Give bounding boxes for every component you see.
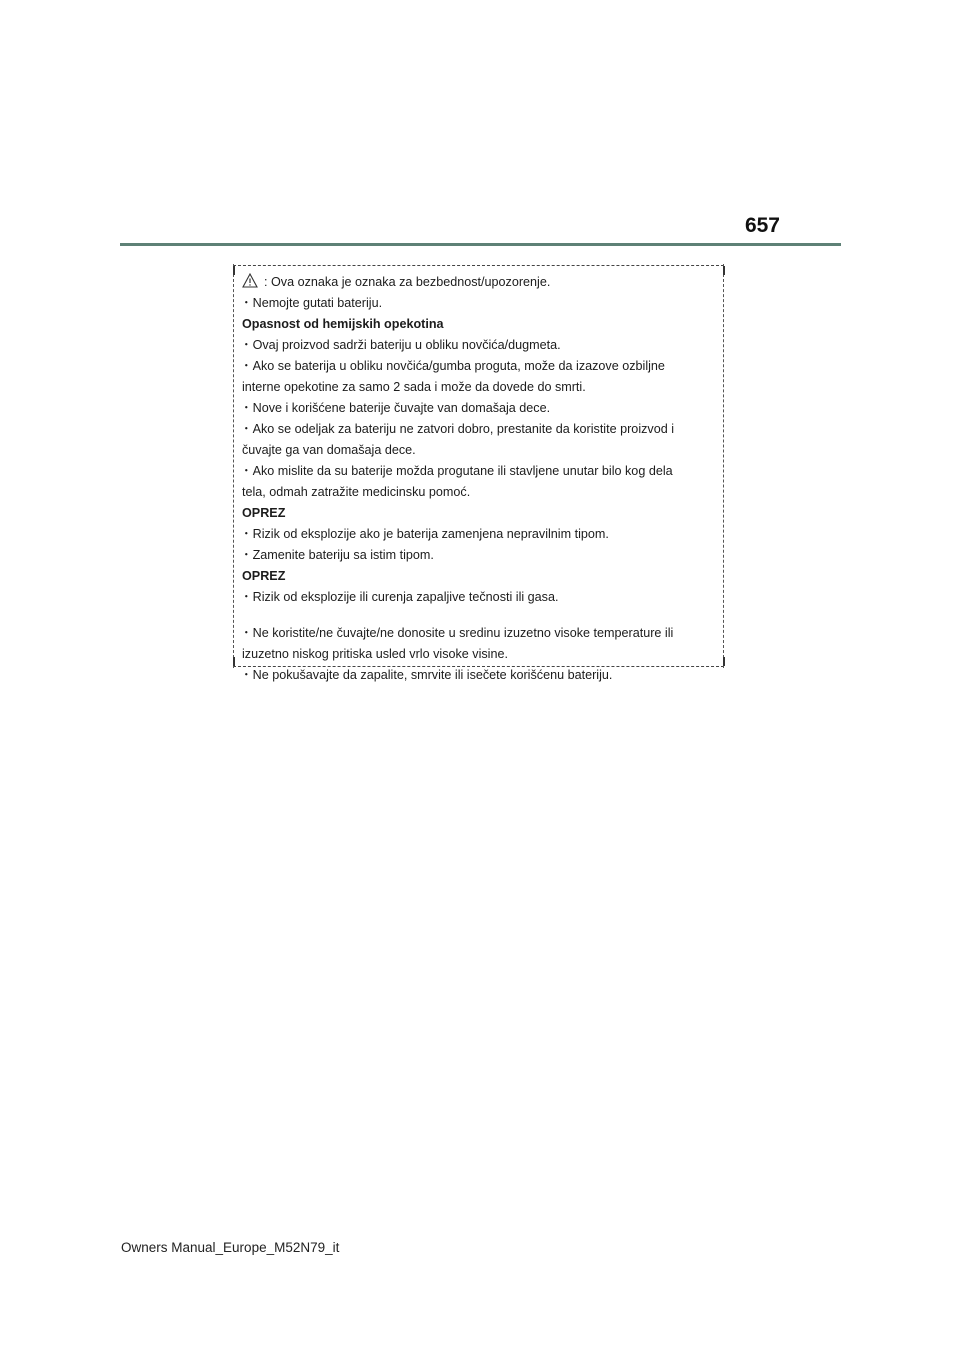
notice-line-text: Ovaj proizvod sadrži bateriju u obliku novčića/dugmeta. — [252, 338, 561, 352]
bullet-marker: ・ — [240, 668, 253, 682]
header-rule — [120, 243, 841, 246]
notice-line-text: Nove i korišćene baterije čuvajte van domašaja dece. — [252, 401, 551, 415]
notice-line-text: Zamenite bateriju sa istim tipom. — [252, 548, 434, 562]
notice-line-text: interne opekotine za samo 2 sada i može da dovede do smrti. — [242, 380, 586, 394]
bullet-marker: ・ — [240, 296, 253, 310]
notice-line-text: Rizik od eksplozije ako je baterija zamenjena nepravilnim tipom. — [252, 527, 609, 541]
notice-line-text: tela, odmah zatražite medicinsku pomoć. — [242, 485, 471, 499]
notice-left-edge — [233, 264, 234, 668]
notice-right-edge — [723, 264, 724, 668]
notice-line-text: Rizik od eksplozije ili curenja zapaljive tečnosti ili gasa. — [252, 590, 559, 604]
notice-line-text: Ako mislite da su baterije možda progutane ili stavljene unutar bilo kog dela — [252, 464, 673, 478]
notice-line — [242, 461, 718, 482]
notice-line-text: Ne pokušavajte da zapalite, smrvite ili isečete korišćenu bateriju. — [252, 668, 613, 682]
notice-heading — [242, 503, 718, 524]
notice-line — [242, 623, 718, 644]
notice-line-text: OPREZ — [242, 506, 286, 520]
notice-line — [242, 419, 718, 440]
battery-safety-notice — [233, 265, 724, 682]
notice-line-text: Nemojte gutati bateriju. — [252, 296, 383, 310]
notice-line — [242, 272, 718, 293]
notice-line — [242, 665, 718, 686]
notice-line-text: čuvajte ga van domašaja dece. — [242, 443, 416, 457]
notice-line — [242, 545, 718, 566]
bullet-marker: ・ — [240, 422, 253, 436]
bullet-marker: ・ — [240, 590, 253, 604]
notice-line — [242, 398, 718, 419]
notice-line-text: Ne koristite/ne čuvajte/ne donosite u sredinu izuzetno visoke temperature ili — [252, 626, 674, 640]
notice-line-text: OPREZ — [242, 569, 286, 583]
bullet-marker: ・ — [240, 464, 253, 478]
bullet-marker: ・ — [240, 359, 253, 373]
bullet-marker: ・ — [240, 338, 253, 352]
bullet-marker: ・ — [240, 401, 253, 415]
page-number: 657 — [744, 214, 780, 237]
notice-line — [242, 587, 718, 608]
notice-spacer — [242, 608, 718, 623]
bullet-marker: ・ — [240, 527, 253, 541]
notice-line — [242, 482, 718, 503]
notice-line-text: Ako se odeljak za bateriju ne zatvori dobro, prestanite da koristite proizvod i — [252, 422, 675, 436]
notice-line — [242, 356, 718, 377]
notice-line — [242, 377, 718, 398]
notice-heading — [242, 566, 718, 587]
bullet-marker: ・ — [240, 548, 253, 562]
notice-line — [242, 335, 718, 356]
notice-line-text: izuzetno niskog pritiska usled vrlo visoke visine. — [242, 647, 508, 661]
notice-line — [242, 440, 718, 461]
notice-line — [242, 293, 718, 314]
footer-manual-id: Owners Manual_Europe_M52N79_it — [121, 1240, 340, 1255]
notice-line — [242, 524, 718, 545]
notice-content — [242, 272, 718, 686]
bullet-marker: ・ — [240, 626, 253, 640]
notice-line-text: : Ova oznaka je oznaka za bezbednost/upozorenje. — [264, 275, 551, 289]
notice-line — [242, 644, 718, 665]
notice-line-text: Ako se baterija u obliku novčića/gumba proguta, može da izazove ozbiljne — [252, 359, 665, 373]
warning-triangle-icon — [242, 273, 258, 288]
notice-line-text: Opasnost od hemijskih opekotina — [242, 317, 444, 331]
notice-heading — [242, 314, 718, 335]
